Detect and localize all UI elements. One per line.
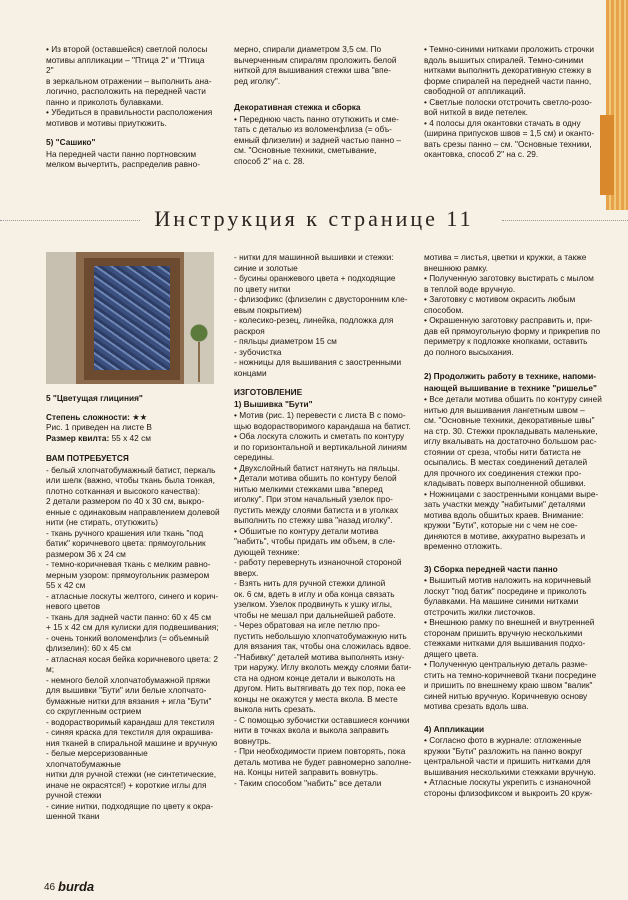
text-line: способ 2" на с. 28.: [234, 155, 305, 166]
text-line: 55 х 42 см: [46, 580, 86, 590]
text-line: на. Концы нитей заправить вовнутрь.: [234, 767, 379, 777]
text-line: - синие нитки, подходящие по цвету к окра-: [46, 800, 214, 811]
text-line: нити в точках вкола и выкола заправить: [234, 725, 389, 735]
middle-column: [234, 252, 412, 788]
text-line: ния тканей в спиральной машине и вручную: [46, 737, 218, 748]
text-line: евым покрытием): [234, 304, 302, 315]
text-line: пустить небольшую хлопчатобумажную нить: [234, 630, 407, 641]
text-line: размером 36 х 24 см: [46, 548, 126, 559]
text-line: периметру к подложке кнопками, оставить: [424, 336, 588, 346]
text-line: - ножницы для вышивания с заостренными: [234, 357, 402, 367]
materials-heading: ВАМ ПОТРЕБУЕТСЯ: [46, 453, 129, 463]
text-line: концами: [234, 367, 267, 378]
text-line: - Через обратовая на игле петлю про-: [234, 620, 380, 630]
text-line: диняются в мотиве, аккуратно вырезать и: [424, 530, 586, 541]
text-line: или шелк (важно, чтобы ткань была тонкая,: [46, 475, 215, 485]
text-line: • Согласно фото в журнале: отложенные: [424, 735, 582, 745]
text-line: в зеркальном отражении – выполнить ана-: [46, 75, 212, 86]
text-line: На передней части панно портновским: [46, 148, 197, 159]
text-line: - колесико-резец, линейка, подложка для: [234, 315, 394, 325]
burda-logo: burda: [58, 879, 95, 894]
text-line: • Мотив (рис. 1) перевести с листа В с помо-: [234, 410, 406, 420]
text-line: вой ниткой в виде петелек.: [424, 107, 528, 117]
text-line: кладывать поверх выполненной обшивки.: [424, 478, 586, 488]
top-col1-text: [46, 44, 214, 128]
top-column-3: [424, 44, 602, 160]
text-line: - пяльцы диаметром 15 см: [234, 336, 337, 346]
text-line: ок. 6 см, вдеть в иглу и оба конца связать: [234, 588, 395, 599]
text-line: середины.: [234, 452, 275, 462]
text-line: узелком. Узелок продвинуть к ушку иглы,: [234, 599, 393, 609]
text-line: - Взять нить для ручной стежки длиной: [234, 578, 386, 588]
step2-text: [424, 394, 606, 552]
text-line: нитками выполнить декоративную стежку в: [424, 65, 592, 75]
figure-note: Рис. 1 приведен на листе В: [46, 422, 152, 432]
step4-heading: 4) Аппликации: [424, 723, 485, 734]
text-line: - атласные лоскуты желтого, синего и корич-: [46, 590, 219, 601]
text-line: см. "Основные техники, сметывание,: [234, 145, 377, 155]
text-line: • Полученную центральную деталь разме-: [424, 659, 588, 669]
step1-text-cont: [424, 252, 606, 357]
step3-text: [424, 575, 606, 712]
text-line: кружки "Бути" разложить на панно вокруг: [424, 745, 583, 756]
text-line: • Оба лоскута сложить и сметать по контуру: [234, 431, 405, 441]
text-line: свободной от аппликаций.: [424, 86, 526, 96]
text-line: - При необходимости прием повторять, пока: [234, 746, 406, 756]
materials-list: [46, 465, 222, 822]
text-line: • Заготовку с мотивом окрасить любым: [424, 294, 576, 304]
text-line: вычерченным спиралям проложить белой: [234, 54, 397, 65]
text-line: концы не окажутся у места вкола. В месте: [234, 693, 398, 704]
text-line: мотивы аппликации – "Птица 2" и "Птица 2": [46, 54, 205, 75]
text-line: • Обшитые по контуру детали мотива: [234, 525, 379, 536]
text-line: и пришить по внешнему краю швом "валик": [424, 680, 593, 690]
left-column: [46, 393, 222, 822]
text-line: мерным узором: прямоугольник размером: [46, 569, 210, 580]
text-line: лоскут "под батик" посредине и приколоть: [424, 585, 587, 596]
text-line: - темно-коричневая ткань с мелким равно-: [46, 559, 211, 569]
text-line: вышивания несколькими стежками вручную.: [424, 766, 596, 777]
text-line: вовнутрь.: [234, 735, 272, 746]
text-line: способом.: [424, 304, 464, 315]
heading-sashiko: 5) "Сашико": [46, 137, 96, 147]
text-line: • Атласные лоскуты укрепить с изнаночной: [424, 777, 591, 787]
text-line: отстрочить жилки листочков.: [424, 606, 536, 617]
text-line: - нитки для машинной вышивки и стежки:: [234, 252, 394, 262]
step1-heading: 1) Вышивка "Бути": [234, 398, 313, 409]
text-line: - зубочистка: [234, 346, 282, 357]
text-line: кружки "Бути", которые ни с чем не сое-: [424, 520, 578, 530]
text-line: - С помощью зубочистки оставшиеся кончики: [234, 714, 410, 725]
text-line: невого цветов: [46, 601, 101, 611]
right-column: [424, 252, 606, 798]
step1-text: [234, 410, 412, 788]
text-line: • Вышитый мотив наложить на коричневый: [424, 575, 591, 585]
text-line: - бусины оранжевого цвета + подходящие: [234, 273, 396, 283]
text-line: вать срезы панно – см. "Основные техники,: [424, 138, 592, 149]
text-line: другом. Нить вытягивать до тех пор, пока ее: [234, 683, 406, 693]
text-line: • 4 полосы для окантовки стачать в одну: [424, 117, 581, 128]
text-line: окантовка, способ 2" на с. 29.: [424, 149, 539, 159]
heading-decor-quilting: Декоративная стежка и сборка: [234, 102, 361, 112]
top-col2-text: [234, 44, 410, 86]
text-line: • Внешнюю рамку по внешней и внутренней: [424, 617, 595, 627]
text-line: булавками. На машине синими нитками: [424, 596, 579, 606]
text-line: логично, расположить на передней части: [46, 86, 206, 96]
top-col2-tail: [234, 114, 410, 167]
text-line: стороны флизофиксом и выкроить 20 круж-: [424, 787, 593, 798]
top-col3-text: [424, 44, 602, 160]
text-line: • Детали мотива обшить по контуру белой: [234, 473, 397, 483]
text-line: флизелин): 60 х 45 см: [46, 643, 131, 653]
text-line: ниткой для вышивания стежки шва "впе-: [234, 65, 391, 75]
size-line: [46, 433, 222, 444]
step3-heading: 3) Сборка передней части панно: [424, 563, 558, 574]
page-headline: Инструкция к странице 11: [154, 206, 474, 231]
text-line: раскроя: [234, 325, 265, 336]
text-line: временно отложить.: [424, 541, 503, 551]
text-line: синие и золотые: [234, 262, 298, 273]
text-line: - водорастворимый карандаш для текстиля: [46, 716, 215, 727]
text-line: дующей технике:: [234, 546, 300, 557]
text-line: выкола нить срезать.: [234, 704, 316, 714]
text-line: для прочного их соединения стежки про-: [424, 467, 582, 478]
quilt-wisteria-motif: [94, 266, 170, 370]
text-line: деталь мотива не будет равномерно заполне-: [234, 756, 412, 767]
text-line: • Из второй (оставшейся) светлой полосы: [46, 44, 208, 54]
text-line: нитью мелкими стежками шва "вперед: [234, 483, 383, 494]
difficulty-label: Степень сложности:: [46, 411, 130, 422]
quilt-photo: [46, 252, 214, 384]
text-line: и по горизонтальной и вертикальной линиям: [234, 441, 407, 452]
text-line: ручной стежки: [46, 790, 102, 800]
text-line: нити (не стирать, отутюжить): [46, 517, 159, 527]
text-line: мотива = листья, цветки и кружки, а также: [424, 252, 587, 262]
text-line: -"Набивку" деталей мотива выполнять изну-: [234, 651, 405, 662]
text-line: мотива вдоль обшитых краев. Внимание:: [424, 509, 584, 520]
top-column-1: [46, 44, 214, 170]
text-line: мотивов и мотивы приутюжить.: [46, 117, 167, 128]
text-line: вверх.: [234, 567, 259, 578]
text-line: стежками нитками для вышивания подхо-: [424, 638, 586, 648]
text-line: • Ножницами с заостренными концами выре-: [424, 488, 599, 499]
page-number: 46: [44, 882, 56, 893]
text-line: со скругленным острием: [46, 706, 142, 716]
text-line: - синяя краска для текстиля для окрашива-: [46, 727, 214, 737]
text-line: панно и приколоть булавками.: [46, 96, 164, 107]
difficulty-line: [46, 412, 222, 423]
text-line: • Полученную заготовку выстирать с мылом: [424, 273, 594, 283]
text-line: форме спиралей на передней части панно,: [424, 75, 592, 86]
step2-heading-2: нающей вышивание в технике "ришелье": [424, 382, 597, 393]
text-line: (ширина припусков швов = 1,5 см) и оканто-: [424, 128, 595, 138]
text-line: выполнить по стежку шва "назад иголку".: [234, 515, 393, 525]
text-line: мерно, спирали диаметром 3,5 см. По: [234, 44, 382, 54]
text-line: - работу перевернуть изнаночной стороной: [234, 557, 402, 567]
text-line: центральной части и пришить нитками для: [424, 756, 591, 766]
text-line: енные с одинаковым направлением долевой: [46, 506, 220, 517]
project-title: 5 "Цветущая глициния": [46, 393, 143, 403]
text-line: • Двухслойный батист натянуть на пяльцы.: [234, 462, 400, 473]
text-line: мотива срезать вдоль шва.: [424, 701, 529, 711]
text-line: • Темно-синими нитками проложить строчки: [424, 44, 595, 54]
text-line: плотно сотканная и высокого качества):: [46, 485, 201, 496]
step2-heading-1: 2) Продолжить работу в технике, напоми-: [424, 371, 597, 381]
text-line: вдоль вышитых спиралей. Темно-синими: [424, 54, 584, 65]
headline-rule-right: [502, 220, 628, 221]
text-line: стоянии от среза, чтобы нити батиста не: [424, 446, 581, 457]
text-line: - атласная косая бейка коричневого цвета: 2 м;: [46, 653, 219, 674]
text-line: в теплой воде вручную.: [424, 283, 516, 294]
text-line: см. "Основные техники, декоративные швы": [424, 415, 595, 425]
text-line: батик" коричневого цвета: прямоугольник: [46, 538, 206, 548]
text-line: тать с деталью из воломенфлиза (= объ-: [234, 124, 392, 134]
text-line: стить на темно-коричневой ткани посредине: [424, 669, 597, 680]
text-line: иначе не окрасятся!) + короткие иглы для: [46, 779, 207, 790]
text-line: синей нитью вручную. Коричневую основу: [424, 690, 588, 701]
text-line: сторонам пришить вручную несколькими: [424, 627, 583, 638]
text-line: - немного белой хлопчатобумажной пряжи: [46, 674, 211, 685]
text-line: бумажные нитки для вязания + игла "Бути": [46, 695, 212, 706]
text-line: - ткань ручного крашения или ткань "под: [46, 527, 204, 538]
text-line: 2 детали размером по 40 х 30 см, выкро-: [46, 496, 205, 506]
top-col1-tail: [46, 149, 214, 170]
plant-decoration: [186, 312, 212, 382]
text-line: для вышивки "Бути" или белые хлопчато-: [46, 685, 207, 695]
text-line: - Таким способом "набить" все детали: [234, 777, 382, 788]
text-line: на стр. 30. Стежки прокладывать маленькие,: [424, 425, 598, 436]
text-line: • Переднюю часть панно отутюжить и сме-: [234, 113, 399, 124]
text-line: • Светлые полоски отстрочить светло-розо-: [424, 96, 592, 107]
text-line: до полного высыхания.: [424, 346, 514, 357]
text-line: - белые мерсеризованные хлопчатобумажные: [46, 748, 148, 769]
text-line: внешнюю рамку.: [424, 262, 488, 273]
text-line: ред иголку".: [234, 75, 281, 86]
text-line: шенной ткани: [46, 811, 100, 821]
making-heading: ИЗГОТОВЛЕНИЕ: [234, 387, 303, 397]
text-line: дав ей прямоугольную форму и прикрепив по: [424, 325, 601, 336]
text-line: зать участки между "набитыми" деталями: [424, 499, 586, 509]
text-line: по цвету нитки: [234, 283, 291, 294]
text-line: емный флизелин) и задней частью панно –: [234, 134, 401, 145]
text-line: три наружу. Иглу вколоть между слоями бати-: [234, 662, 412, 672]
size-label: Размер квилта:: [46, 432, 110, 443]
text-line: пустить между слоями батиста и в уголках: [234, 504, 399, 515]
text-line: нитки для ручной стежки (не синтетические,: [46, 769, 217, 779]
text-line: - белый хлопчатобумажный батист, перкаль: [46, 464, 216, 475]
text-line: - ткань для задней части панно: 60 х 45 см: [46, 611, 212, 622]
step4-text: [424, 735, 606, 798]
text-line: иглу вкалывать на достаточно большом рас-: [424, 436, 597, 446]
text-line: • Убедиться в правильности расположения: [46, 107, 213, 117]
text-line: осыпались. В местах соединений деталей: [424, 457, 588, 467]
text-line: "набить", чтобы придать им объем, в сле-: [234, 536, 396, 546]
text-line: • Все детали мотива обшить по контуру синей: [424, 394, 602, 404]
text-line: щью водорастворимого карандаша на батист.: [234, 420, 411, 431]
text-line: дящего цвета.: [424, 648, 479, 659]
materials-list-cont: [234, 252, 412, 378]
text-line: чтобы не мешал при дальнейшей работе.: [234, 609, 396, 620]
difficulty-stars: ★★: [132, 411, 148, 422]
text-line: - очень тонкий воломенфлиз (= объемный: [46, 632, 209, 643]
text-line: иголку". При этом начальный узелок про-: [234, 494, 393, 504]
text-line: мелком вычертить, распределив равно-: [46, 159, 201, 169]
top-column-2: [234, 44, 410, 166]
decorative-block: [600, 115, 614, 195]
text-line: - флизофикс (флизелин с двусторонним кле-: [234, 294, 408, 304]
text-line: ста на одном конце детали и выколоть на: [234, 672, 395, 683]
text-line: • Окрашенную заготовку расправить и, при-: [424, 315, 593, 325]
text-line: + 15 х 42 см для кулиски для подвешивания;: [46, 622, 219, 632]
size-value: 55 х 42 см: [111, 432, 151, 443]
text-line: для вязания так, чтобы она сложилась вдвое.: [234, 641, 412, 651]
text-line: нитью для вышивания лангетным швом –: [424, 404, 585, 415]
